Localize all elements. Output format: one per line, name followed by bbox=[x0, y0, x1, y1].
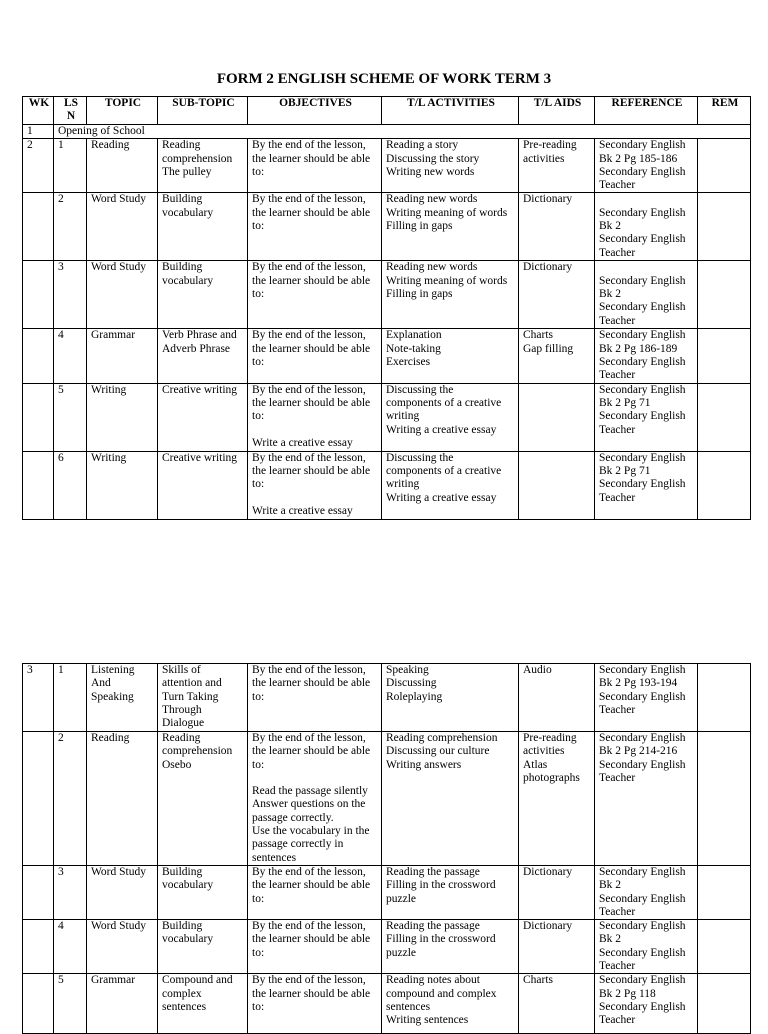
reference-cell: Secondary English Bk 2 Pg 71 Secondary English Teacher bbox=[595, 451, 698, 519]
table-row bbox=[23, 261, 751, 329]
lesson-cell: 4 bbox=[54, 329, 87, 383]
objectives-cell: By the end of the lesson, the learner should be able to: Write a creative essay bbox=[248, 451, 382, 519]
document-title: FORM 2 ENGLISH SCHEME OF WORK TERM 3 bbox=[216, 71, 552, 87]
sub-topic-cell: Building vocabulary bbox=[158, 920, 248, 974]
activities-cell: Reading new words Writing meaning of words Filling in gaps bbox=[382, 261, 519, 329]
aids-cell bbox=[519, 383, 595, 451]
topic-cell: Reading bbox=[87, 732, 158, 866]
aids-cell: Pre-reading activities Atlas photographs bbox=[519, 732, 595, 866]
reference-cell: Secondary English Bk 2 Pg 186-189 Secondary English Teacher bbox=[595, 329, 698, 383]
week-cell bbox=[23, 383, 54, 451]
week-cell bbox=[23, 732, 54, 866]
remarks-cell bbox=[698, 732, 751, 866]
sub-topic-cell: Building vocabulary bbox=[158, 261, 248, 329]
sub-topic-cell: Verb Phrase and Adverb Phrase bbox=[158, 329, 248, 383]
week-cell bbox=[23, 920, 54, 974]
lesson-cell: 2 bbox=[54, 193, 87, 261]
aids-cell: Dictionary bbox=[519, 193, 595, 261]
activities-cell: Reading a story Discussing the story Writing new words bbox=[382, 139, 519, 193]
lesson-cell: 3 bbox=[54, 866, 87, 920]
topic-cell: Word Study bbox=[87, 261, 158, 329]
topic-cell: Grammar bbox=[87, 329, 158, 383]
activities-cell: Reading comprehension Discussing our culture Writing answers bbox=[382, 732, 519, 866]
reference-cell: Secondary English Bk 2 Pg 214-216 Secondary English Teacher bbox=[595, 732, 698, 866]
lesson-cell: 4 bbox=[54, 920, 87, 974]
topic-cell: Grammar bbox=[87, 974, 158, 1034]
reference-cell: Secondary English Bk 2 Secondary English Teacher bbox=[595, 920, 698, 974]
table-row bbox=[23, 866, 751, 920]
week-cell bbox=[23, 261, 54, 329]
objectives-cell: By the end of the lesson, the learner should be able to: bbox=[248, 261, 382, 329]
header-sub-topic: SUB-TOPIC bbox=[158, 97, 248, 125]
objectives-cell: By the end of the lesson, the learner should be able to: bbox=[248, 664, 382, 732]
sub-topic-cell: Creative writing bbox=[158, 383, 248, 451]
header-wk: WK bbox=[23, 97, 54, 125]
activities-cell: Reading notes about compound and complex sentences Writing sentences bbox=[382, 974, 519, 1034]
topic-cell: Word Study bbox=[87, 920, 158, 974]
header-topic: TOPIC bbox=[87, 97, 158, 125]
header-tl-aids: T/L AIDS bbox=[519, 97, 595, 125]
week-cell bbox=[23, 193, 54, 261]
table-row bbox=[23, 329, 751, 383]
opening-row bbox=[23, 125, 751, 139]
table-row bbox=[23, 451, 751, 519]
table-row bbox=[23, 664, 751, 732]
reference-cell: Secondary English Bk 2 Pg 185-186 Secondary English Teacher bbox=[595, 139, 698, 193]
activities-cell: Explanation Note-taking Exercises bbox=[382, 329, 519, 383]
objectives-cell: By the end of the lesson, the learner should be able to: bbox=[248, 866, 382, 920]
reference-cell: Secondary English Bk 2 Secondary English Teacher bbox=[595, 866, 698, 920]
week-cell: 2 bbox=[23, 139, 54, 193]
table-row bbox=[23, 974, 751, 1034]
week-cell: 3 bbox=[23, 664, 54, 732]
reference-cell: Secondary English Bk 2 Pg 193-194 Secondary English Teacher bbox=[595, 664, 698, 732]
header-reference: REFERENCE bbox=[595, 97, 698, 125]
aids-cell: Dictionary bbox=[519, 261, 595, 329]
header-lsn: LS N bbox=[54, 97, 87, 125]
remarks-cell bbox=[698, 451, 751, 519]
reference-cell: Secondary English Bk 2 Secondary English Teacher bbox=[595, 261, 698, 329]
objectives-cell: By the end of the lesson, the learner should be able to: Read the passage silently Answer questions on the passage correctly. Use the vocabulary in the passage correctly in sentences bbox=[248, 732, 382, 866]
lesson-cell: 1 bbox=[54, 664, 87, 732]
remarks-cell bbox=[698, 329, 751, 383]
topic-cell: Word Study bbox=[87, 193, 158, 261]
header-tl-activities: T/L ACTIVITIES bbox=[382, 97, 519, 125]
table-row bbox=[23, 193, 751, 261]
activities-cell: Discussing the components of a creative writing Writing a creative essay bbox=[382, 383, 519, 451]
aids-cell bbox=[519, 451, 595, 519]
lesson-cell: 6 bbox=[54, 451, 87, 519]
objectives-cell: By the end of the lesson, the learner should be able to: bbox=[248, 920, 382, 974]
activities-cell: Discussing the components of a creative writing Writing a creative essay bbox=[382, 451, 519, 519]
topic-cell: Writing bbox=[87, 451, 158, 519]
objectives-cell: By the end of the lesson, the learner should be able to: bbox=[248, 193, 382, 261]
lesson-cell: 2 bbox=[54, 732, 87, 866]
week-cell bbox=[23, 866, 54, 920]
topic-cell: Reading bbox=[87, 139, 158, 193]
table-row bbox=[23, 139, 751, 193]
sub-topic-cell: Compound and complex sentences bbox=[158, 974, 248, 1034]
sub-topic-cell: Building vocabulary bbox=[158, 193, 248, 261]
week-cell bbox=[23, 451, 54, 519]
objectives-cell: By the end of the lesson, the learner should be able to: bbox=[248, 139, 382, 193]
remarks-cell bbox=[698, 920, 751, 974]
lesson-cell: 5 bbox=[54, 974, 87, 1034]
header-rem: REM bbox=[698, 97, 751, 125]
activities-cell: Reading the passage Filling in the crossword puzzle bbox=[382, 866, 519, 920]
scheme-table-term3-week3 bbox=[22, 663, 751, 1034]
remarks-cell bbox=[698, 261, 751, 329]
lesson-cell: 5 bbox=[54, 383, 87, 451]
objectives-cell: By the end of the lesson, the learner should be able to: bbox=[248, 974, 382, 1034]
activities-cell: Reading the passage Filling in the crossword puzzle bbox=[382, 920, 519, 974]
remarks-cell bbox=[698, 974, 751, 1034]
objectives-cell: By the end of the lesson, the learner should be able to: Write a creative essay bbox=[248, 383, 382, 451]
topic-cell: Writing bbox=[87, 383, 158, 451]
remarks-cell bbox=[698, 193, 751, 261]
aids-cell: Dictionary bbox=[519, 920, 595, 974]
reference-cell: Secondary English Bk 2 Pg 118 Secondary English Teacher bbox=[595, 974, 698, 1034]
sub-topic-cell: Reading comprehension Osebo bbox=[158, 732, 248, 866]
scheme-table-term3-week1-2 bbox=[22, 96, 751, 520]
opening-week: 1 bbox=[23, 125, 54, 139]
remarks-cell bbox=[698, 139, 751, 193]
reference-cell: Secondary English Bk 2 Pg 71 Secondary English Teacher bbox=[595, 383, 698, 451]
sub-topic-cell: Reading comprehension The pulley bbox=[158, 139, 248, 193]
aids-cell: Audio bbox=[519, 664, 595, 732]
remarks-cell bbox=[698, 664, 751, 732]
reference-cell: Secondary English Bk 2 Secondary English Teacher bbox=[595, 193, 698, 261]
sub-topic-cell: Creative writing bbox=[158, 451, 248, 519]
table-row bbox=[23, 383, 751, 451]
topic-cell: Word Study bbox=[87, 866, 158, 920]
opening-label: Opening of School bbox=[54, 125, 751, 139]
activities-cell: Reading new words Writing meaning of words Filling in gaps bbox=[382, 193, 519, 261]
aids-cell: Charts bbox=[519, 974, 595, 1034]
aids-cell: Pre-reading activities bbox=[519, 139, 595, 193]
remarks-cell bbox=[698, 383, 751, 451]
lesson-cell: 3 bbox=[54, 261, 87, 329]
lesson-cell: 1 bbox=[54, 139, 87, 193]
sub-topic-cell: Skills of attention and Turn Taking Through Dialogue bbox=[158, 664, 248, 732]
table-row bbox=[23, 732, 751, 866]
objectives-cell: By the end of the lesson, the learner should be able to: bbox=[248, 329, 382, 383]
remarks-cell bbox=[698, 866, 751, 920]
table-row bbox=[23, 920, 751, 974]
sub-topic-cell: Building vocabulary bbox=[158, 866, 248, 920]
aids-cell: Charts Gap filling bbox=[519, 329, 595, 383]
topic-cell: Listening And Speaking bbox=[87, 664, 158, 732]
activities-cell: Speaking Discussing Roleplaying bbox=[382, 664, 519, 732]
table-header-row bbox=[23, 97, 751, 125]
aids-cell: Dictionary bbox=[519, 866, 595, 920]
week-cell bbox=[23, 329, 54, 383]
week-cell bbox=[23, 974, 54, 1034]
header-objectives: OBJECTIVES bbox=[248, 97, 382, 125]
